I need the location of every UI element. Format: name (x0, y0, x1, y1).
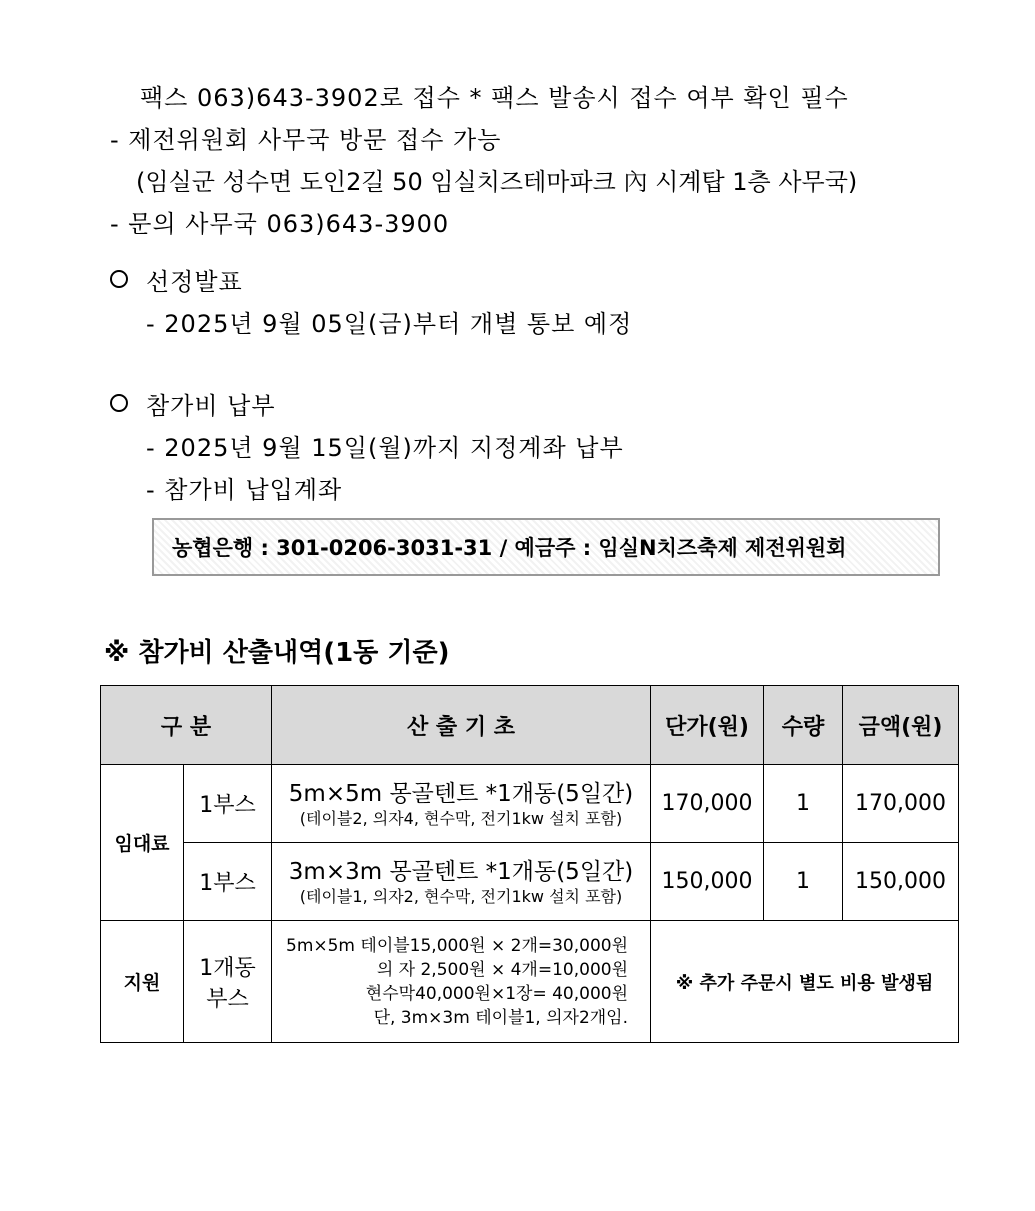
inquiry-line: - 문의 사무국 063)643-3900 (110, 210, 450, 238)
announcement-title: 선정발표 (146, 268, 243, 296)
announcement-detail: - 2025년 9월 05일(금)부터 개별 통보 예정 (146, 310, 633, 338)
support-row (101, 921, 959, 1043)
payment-account-label: - 참가비 납입계좌 (146, 476, 343, 504)
tent-includes: (테이블1, 의자2, 현수막, 전기1kw 설치 포함) (299, 886, 623, 906)
support-line: 의 자 2,500원 × 4개=10,000원 (376, 959, 629, 980)
office-address-line: (임실군 성수면 도인2길 50 임실치즈테마파크 內 시계탑 1층 사무국) (136, 168, 858, 196)
header-amount: 금액(원) (843, 686, 959, 765)
support-line: 5m×5m 테이블15,000원 × 2개=30,000원 (286, 935, 629, 956)
announcement-heading (110, 262, 243, 297)
booth-unit: 1부스 (184, 765, 272, 843)
visit-submission-line: - 제전위원회 사무국 방문 접수 가능 (110, 126, 502, 154)
payment-deadline: - 2025년 9월 15일(월)까지 지정계좌 납부 (146, 434, 624, 462)
support-line: 현수막40,000원×1장= 40,000원 (365, 983, 629, 1004)
unit-price: 170,000 (651, 765, 764, 843)
tent-basis-cell (272, 765, 651, 843)
header-basis: 산 출 기 초 (272, 686, 651, 765)
extra-cost-note: ※ 추가 주문시 별도 비용 발생됨 (651, 921, 959, 1043)
payment-title: 참가비 납부 (146, 392, 276, 420)
header-quantity: 수량 (764, 686, 843, 765)
payment-heading (110, 386, 276, 421)
table-header-row (101, 686, 959, 765)
quantity: 1 (764, 843, 843, 921)
unit-price: 150,000 (651, 843, 764, 921)
tent-description: 3m×3m 몽골텐트 *1개동(5일간) (288, 858, 634, 885)
support-unit-line2: 부스 (206, 986, 249, 1012)
bank-account-box: 농협은행 : 301-0206-3031-31 / 예금주 : 임실N치즈축제 제전위원회 (152, 518, 940, 576)
support-line: 단, 3m×3m 테이블1, 의자2개임. (373, 1007, 629, 1028)
header-category: 구 분 (101, 686, 272, 765)
rental-label: 임대료 (101, 765, 184, 921)
fee-table (100, 685, 959, 1043)
amount: 170,000 (843, 765, 959, 843)
circle-bullet-icon (110, 394, 128, 412)
support-unit-line1: 1개동 (199, 955, 256, 981)
amount: 150,000 (843, 843, 959, 921)
support-basis-cell (272, 921, 651, 1043)
tent-basis-cell (272, 843, 651, 921)
support-label: 지원 (101, 921, 184, 1043)
table-row (101, 843, 959, 921)
header-unit-price: 단가(원) (651, 686, 764, 765)
quantity: 1 (764, 765, 843, 843)
tent-includes: (테이블2, 의자4, 현수막, 전기1kw 설치 포함) (299, 808, 623, 828)
table-row (101, 765, 959, 843)
circle-bullet-icon (110, 270, 128, 288)
fee-section-title: ※ 참가비 산출내역(1동 기준) (104, 638, 450, 668)
tent-description: 5m×5m 몽골텐트 *1개동(5일간) (288, 780, 634, 807)
support-unit (184, 921, 272, 1043)
fax-submission-line: 팩스 063)643-3902로 접수 * 팩스 발송시 접수 여부 확인 필수 (140, 84, 849, 112)
booth-unit: 1부스 (184, 843, 272, 921)
